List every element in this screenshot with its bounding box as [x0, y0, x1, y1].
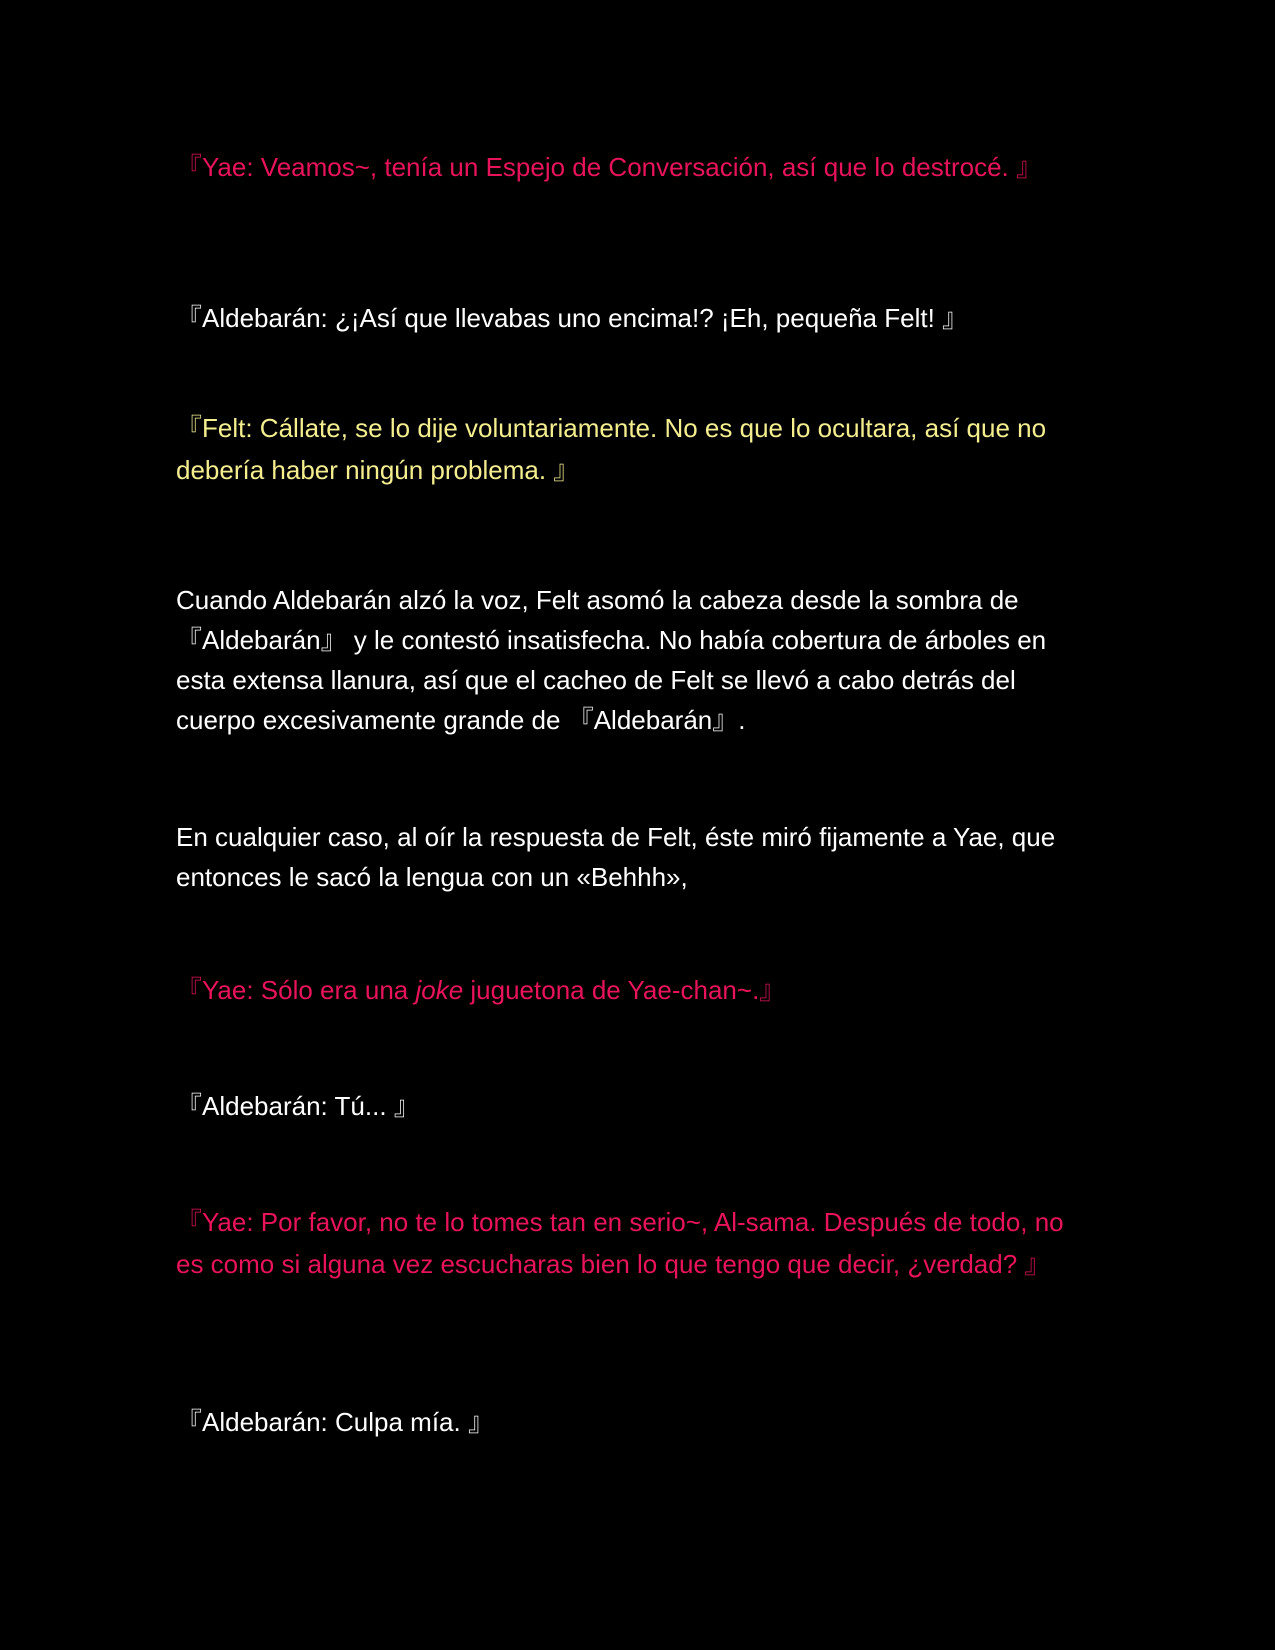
quote-open [176, 1207, 202, 1237]
dialogue-text: Aldebarán: Tú... [202, 1091, 394, 1121]
dialogue-felt-1 [176, 407, 1096, 491]
character-name: Aldebarán [202, 625, 321, 655]
dialogue-text: Felt: Cállate, se lo dije voluntariamente. No es que lo ocultara, así que no debería haber ningún problema. [176, 413, 1047, 485]
dialogue-yae-2 [176, 969, 1096, 1011]
quote-open [568, 705, 594, 735]
quote-open [176, 1091, 202, 1121]
character-name: Aldebarán [593, 705, 713, 735]
dialogue-aldebaran-3 [176, 1401, 1096, 1443]
quote-close [1016, 152, 1042, 182]
narration-text: y le contestó insatisfecha. No había cobertura de árboles en esta extensa llanura, así que el cacheo de Felt se llevó a cabo detrás del cuerpo excesivamente grande de [176, 625, 1047, 735]
dialogue-text: Aldebarán: ¿¡Así que llevabas uno encima!? ¡Eh, pequeña Felt! [202, 303, 943, 333]
narration-paragraph-1 [176, 580, 1096, 740]
quote-open [176, 413, 202, 443]
dialogue-aldebaran-2 [176, 1085, 1096, 1127]
narration-paragraph-2 [176, 817, 1096, 897]
narration-text: Cuando Aldebarán alzó la voz, Felt asomó la cabeza desde la sombra de [176, 585, 1019, 615]
emphasized-word: joke [415, 975, 464, 1005]
quote-open [176, 303, 202, 333]
dialogue-text: Yae: Veamos~, tenía un Espejo de Conversación, así que lo destrocé. [202, 152, 1016, 182]
quote-open [176, 1407, 202, 1437]
quote-close [468, 1407, 494, 1437]
quote-close [1024, 1249, 1050, 1279]
quote-close [942, 303, 968, 333]
quote-close [321, 625, 347, 655]
dialogue-text: Yae: Sólo era una [202, 975, 416, 1005]
quote-open [176, 975, 202, 1005]
dialogue-yae-3 [176, 1201, 1096, 1285]
quote-open [176, 625, 202, 655]
quote-close [394, 1091, 420, 1121]
quote-open [176, 152, 202, 182]
quote-close [553, 455, 579, 485]
dialogue-text: Aldebarán: Culpa mía. [202, 1407, 468, 1437]
quote-close [759, 975, 785, 1005]
narration-text: En cualquier caso, al oír la respuesta de Felt, éste miró fijamente a Yae, que entonces le sacó la lengua con un «Behhh», [176, 822, 1056, 892]
dialogue-text: Yae: Por favor, no te lo tomes tan en serio~, Al-sama. Después de todo, no es como si alguna vez escucharas bien lo que tengo que decir, ¿verdad? [176, 1207, 1064, 1279]
dialogue-text: juguetona de Yae-chan~. [463, 975, 760, 1005]
dialogue-aldebaran-1 [176, 297, 1096, 339]
dialogue-yae-1 [176, 146, 1096, 188]
narration-text: . [738, 705, 746, 735]
quote-close [712, 705, 738, 735]
